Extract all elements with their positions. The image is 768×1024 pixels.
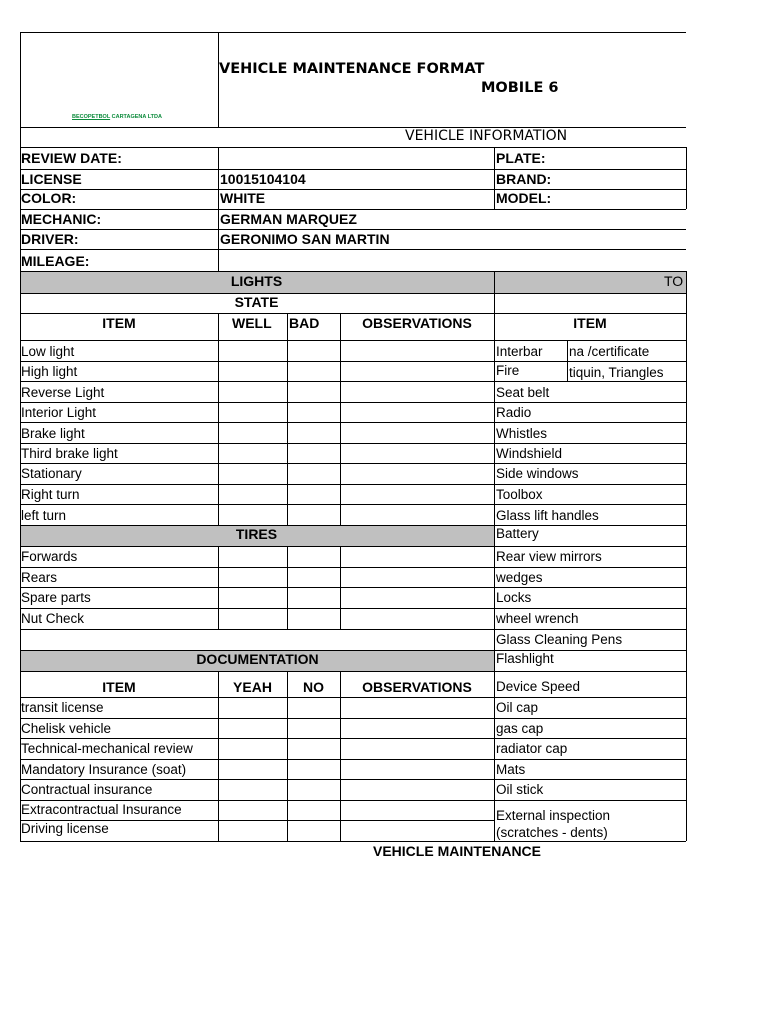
gridline: [20, 32, 686, 33]
doc-col-no: NO: [303, 679, 324, 695]
gridline: [218, 32, 219, 127]
form-subtitle: MOBILE 6: [481, 80, 559, 96]
plate-label: PLATE:: [496, 150, 546, 166]
gridline: [218, 546, 219, 629]
gridline: [218, 671, 219, 841]
gridline: [20, 697, 686, 698]
list-item: Low light: [21, 344, 75, 359]
gridline: [20, 738, 686, 739]
list-item: Radio: [496, 405, 532, 420]
license-value: 10015104104: [220, 171, 306, 187]
gridline: [287, 546, 288, 629]
list-item: Seat belt: [496, 385, 550, 400]
gridline: [340, 671, 341, 841]
gridline: [287, 671, 288, 841]
list-item: Glass lift handles: [496, 508, 599, 523]
list-item: Contractual insurance: [21, 782, 153, 797]
gridline: [340, 546, 341, 629]
lights-section-title: LIGHTS: [230, 273, 283, 289]
list-item-note: tiquin, Triangles: [569, 365, 664, 380]
list-item: Interior Light: [21, 405, 97, 420]
list-item: Extracontractual Insurance: [21, 802, 182, 817]
gridline: [20, 169, 686, 170]
gridline: [20, 313, 686, 314]
section-vehicle-information: VEHICLE INFORMATION: [405, 128, 568, 144]
list-item: Oil stick: [496, 782, 544, 797]
list-item: Third brake light: [21, 446, 118, 461]
list-item: wheel wrench: [496, 611, 579, 626]
gridline: [20, 402, 686, 403]
gridline: [20, 546, 686, 547]
gridline: [20, 271, 686, 272]
gridline: [20, 422, 686, 423]
gridline: [20, 841, 686, 842]
gridline: [20, 504, 686, 505]
list-item: Forwards: [21, 549, 78, 564]
list-item: Toolbox: [496, 487, 543, 502]
driver-value: GERONIMO SAN MARTIN: [220, 231, 390, 247]
list-item: Oil cap: [496, 700, 539, 715]
list-item: gas cap: [496, 721, 544, 736]
gridline: [20, 229, 686, 230]
list-item: left turn: [21, 508, 67, 523]
list-item: Chelisk vehicle: [21, 721, 112, 736]
gridline: [20, 147, 686, 148]
list-item: Mandatory Insurance (soat): [21, 762, 187, 777]
gridline: [287, 313, 288, 525]
lights-col-item: ITEM: [102, 315, 136, 331]
license-label: LICENSE: [21, 171, 82, 187]
list-item: radiator cap: [496, 741, 568, 756]
lights-state-header: STATE: [234, 294, 279, 310]
list-item: Brake light: [21, 426, 85, 441]
lights-col-bad: BAD: [289, 315, 320, 331]
list-item: Interbar: [496, 344, 543, 359]
mechanic-label: MECHANIC:: [21, 211, 102, 227]
list-item: Device Speed: [496, 679, 581, 694]
list-item: Technical-mechanical review: [21, 741, 193, 756]
list-item: Flashlight: [496, 651, 554, 666]
gridline: [20, 127, 686, 128]
list-item: Fire: [496, 363, 520, 378]
list-item: Side windows: [496, 466, 579, 481]
company-logo: BECOPETBOL CARTAGENA LTDA: [72, 114, 162, 120]
footer-title: VEHICLE MAINTENANCE: [373, 843, 542, 859]
gridline: [20, 443, 686, 444]
mileage-label: MILEAGE:: [21, 253, 90, 269]
list-item: Battery: [496, 526, 539, 541]
gridline: [20, 567, 686, 568]
gridline: [20, 718, 686, 719]
gridline: [20, 484, 686, 485]
gridline: [20, 293, 686, 294]
list-item: transit license: [21, 700, 104, 715]
gridline: [20, 249, 686, 250]
doc-col-yeah: YEAH: [233, 679, 272, 695]
gridline: [20, 189, 686, 190]
mechanic-value: GERMAN MARQUEZ: [220, 211, 357, 227]
list-item: Nut Check: [21, 611, 85, 626]
list-item: Right turn: [21, 487, 80, 502]
gridline: [20, 671, 686, 672]
list-item: Windshield: [496, 446, 563, 461]
gridline: [218, 147, 219, 271]
tools-section-title: TO: [664, 273, 684, 289]
list-item: Rears: [21, 570, 58, 585]
gridline: [20, 361, 686, 362]
gridline: [494, 147, 495, 209]
gridline: [20, 629, 686, 630]
gridline: [20, 759, 686, 760]
doc-col-item: ITEM: [102, 679, 136, 695]
tools-header-fill: [495, 271, 686, 293]
gridline: [686, 271, 687, 841]
gridline: [218, 313, 219, 525]
gridline: [20, 463, 686, 464]
gridline: [567, 340, 568, 381]
list-item: Glass Cleaning Pens: [496, 632, 623, 647]
gridline: [20, 340, 686, 341]
color-value: WHITE: [220, 190, 266, 206]
list-item: Stationary: [21, 466, 82, 481]
gridline: [20, 800, 686, 801]
documentation-section-title: DOCUMENTATION: [196, 651, 319, 667]
lights-col-well: WELL: [232, 315, 272, 331]
color-label: COLOR:: [21, 190, 77, 206]
gridline: [686, 147, 687, 209]
list-item: Driving license: [21, 821, 109, 836]
gridline: [20, 608, 686, 609]
gridline: [20, 587, 686, 588]
list-item: (scratches - dents): [496, 825, 608, 840]
tools-col-item: ITEM: [573, 315, 607, 331]
gridline: [20, 381, 686, 382]
model-label: MODEL:: [496, 190, 552, 206]
tires-section-title: TIRES: [235, 526, 278, 542]
gridline: [20, 209, 686, 210]
list-item: Reverse Light: [21, 385, 105, 400]
review-date-label: REVIEW DATE:: [21, 150, 122, 166]
list-item: Rear view mirrors: [496, 549, 602, 564]
driver-label: DRIVER:: [21, 231, 79, 247]
list-item: High light: [21, 364, 78, 379]
form-title: VEHICLE MAINTENANCE FORMAT: [219, 61, 485, 77]
gridline: [20, 779, 686, 780]
list-item: Locks: [496, 590, 532, 605]
doc-col-observations: OBSERVATIONS: [362, 679, 472, 695]
list-item: Spare parts: [21, 590, 91, 605]
gridline: [20, 525, 686, 526]
list-item-note: na /certificate: [569, 344, 650, 359]
gridline: [494, 271, 495, 841]
list-item: wedges: [496, 570, 543, 585]
list-item: Mats: [496, 762, 526, 777]
list-item: Whistles: [496, 426, 548, 441]
gridline: [340, 313, 341, 525]
gridline: [20, 650, 686, 651]
list-item: External inspection: [496, 808, 611, 823]
brand-label: BRAND:: [496, 171, 552, 187]
lights-col-observations: OBSERVATIONS: [362, 315, 472, 331]
